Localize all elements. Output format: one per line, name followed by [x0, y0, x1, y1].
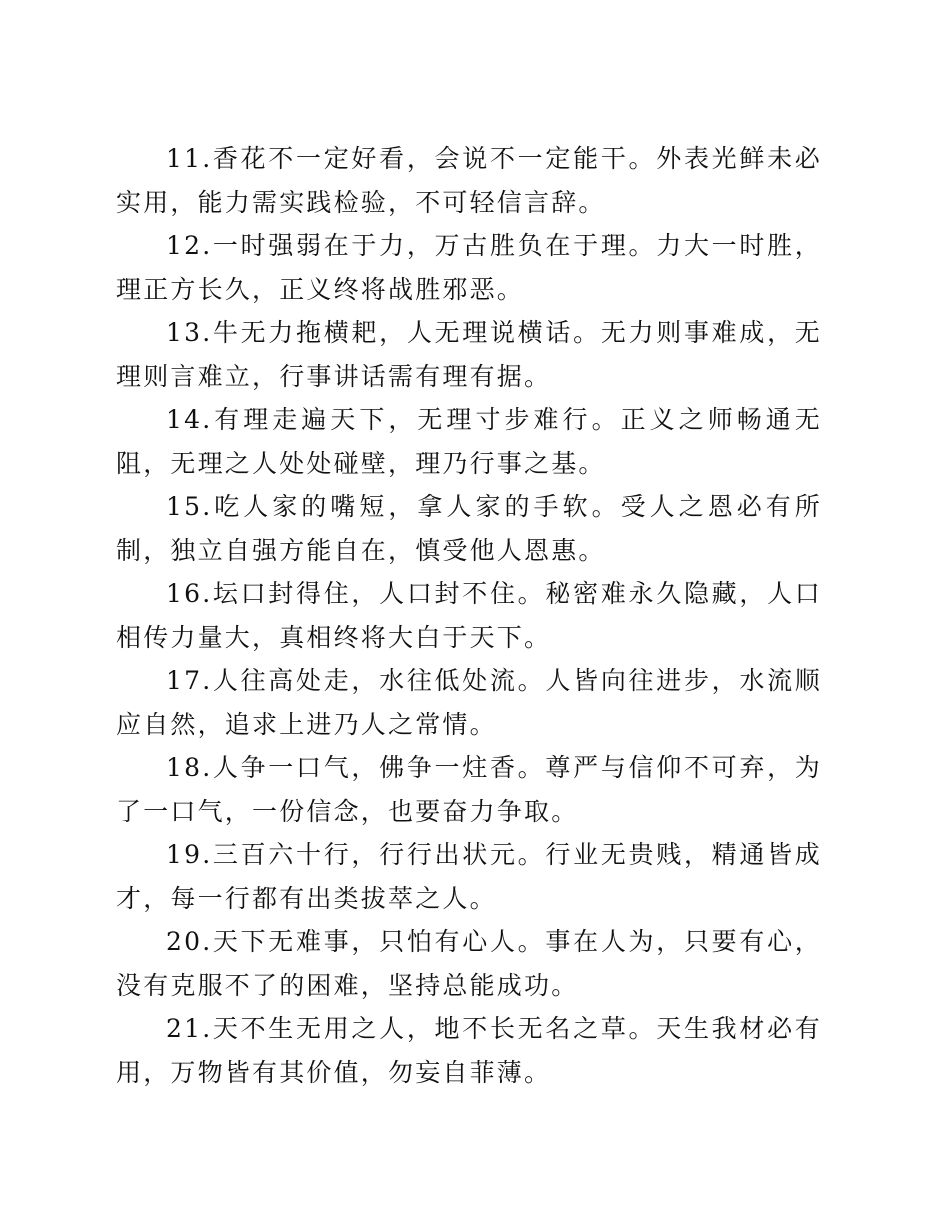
saying-15: 15.吃人家的嘴短，拿人家的手软。受人之恩必有所制，独立自强方能自在，慎受他人恩惠。 — [116, 492, 822, 565]
saying-18: 18.人争一口气，佛争一炷香。尊严与信仰不可弃，为了一口气，一份信念，也要奋力争取。 — [116, 753, 822, 826]
saying-19: 19.三百六十行，行行出状元。行业无贵贱，精通皆成才，每一行都有出类拔萃之人。 — [116, 840, 822, 913]
document-body — [116, 137, 822, 1094]
saying-20: 20.天下无难事，只怕有心人。事在人为，只要有心，没有克服不了的困难，坚持总能成功。 — [116, 927, 822, 1000]
saying-21: 21.天不生无用之人，地不长无名之草。天生我材必有用，万物皆有其价值，勿妄自菲薄。 — [116, 1014, 822, 1087]
saying-16: 16.坛口封得住，人口封不住。秘密难永久隐藏，人口相传力量大，真相终将大白于天下。 — [116, 579, 822, 652]
saying-17: 17.人往高处走，水往低处流。人皆向往进步，水流顺应自然，追求上进乃人之常情。 — [116, 666, 822, 739]
saying-13: 13.牛无力拖横耙，人无理说横话。无力则事难成，无理则言难立，行事讲话需有理有据。 — [116, 318, 822, 391]
saying-14: 14.有理走遍天下，无理寸步难行。正义之师畅通无阻，无理之人处处碰壁，理乃行事之基。 — [116, 405, 822, 478]
saying-11: 11.香花不一定好看，会说不一定能干。外表光鲜未必实用，能力需实践检验，不可轻信言辞。 — [116, 144, 822, 217]
saying-12: 12.一时强弱在于力，万古胜负在于理。力大一时胜，理正方长久，正义终将战胜邪恶。 — [116, 231, 822, 304]
